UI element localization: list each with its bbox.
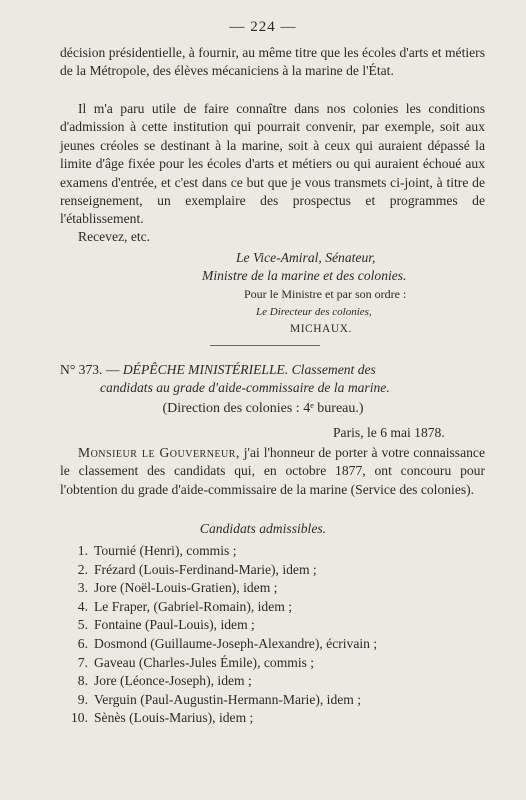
list-item: 4. Le Fraper, (Gabriel-Romain), idem ; bbox=[77, 598, 293, 614]
list-item: 7. Gaveau (Charles-Jules Émile), commis ; bbox=[77, 654, 315, 670]
signature-ministry: Ministre de la marine et des colonies. bbox=[202, 268, 407, 283]
list-item: 10. Sènès (Louis-Marius), idem ; bbox=[71, 710, 254, 726]
list-item: 9. Verguin (Paul-Augustin-Hermann-Marie), idem ; bbox=[77, 691, 362, 707]
closing-formula: Recevez, etc. bbox=[78, 229, 151, 244]
dispatch-title-line1: DÉPÊCHE MINISTÉRIELLE. Classement des bbox=[122, 362, 376, 377]
page-number: — 224 — bbox=[229, 19, 297, 35]
dispatch-number: N° 373. — bbox=[60, 362, 120, 377]
dispatch-body bbox=[60, 444, 485, 499]
candidates-heading: Candidats admissibles. bbox=[199, 521, 327, 536]
list-item: 1. Tournié (Henri), commis ; bbox=[77, 543, 237, 558]
signature-name: MICHAUX. bbox=[290, 323, 352, 335]
list-item: 8. Jore (Léonce-Joseph), idem ; bbox=[77, 673, 252, 689]
list-item: 3. Jore (Noël-Louis-Gratien), idem ; bbox=[77, 580, 278, 596]
continuation-paragraph-2: Il m'a paru utile de faire connaître dans nos colonies les conditions d'admission à cette institution qui pourrait convenir, par exemple, soit aux jeunes créoles se destinant à la marine, soit à ceux qui auraient dépassé la limite d'âge fixée pour les écoles d'arts et métiers ou qui auraient échoué aux examens d'entrée, et c'est dans ce but que je vous transmets ci-joint, à titre de renseignement, un exemplaire des prospectus et programmes de l'établissement. bbox=[60, 101, 485, 227]
dispatch-direction: (Direction des colonies : 4ᵉ bureau.) bbox=[162, 401, 364, 416]
dispatch-salutation: Monsieur le Gouverneur, bbox=[78, 445, 240, 460]
dispatch-body-text: j'ai l'honneur de porter à votre connaissance le classement des candidats qui, en octobre 1877, ont concouru pour l'obtention du grade d'aide-commissaire de la marine (Service des colonies). bbox=[60, 445, 485, 497]
dispatch-place-date: Paris, le 6 mai 1878. bbox=[333, 425, 445, 440]
list-item: 2. Frézard (Louis-Ferdinand-Marie), idem ; bbox=[77, 561, 317, 577]
dispatch-title-line2: candidats au grade d'aide-commissaire de la marine. bbox=[100, 380, 390, 396]
list-item: 6. Dosmond (Guillaume-Joseph-Alexandre), écrivain ; bbox=[77, 635, 378, 651]
continuation-paragraph-1: décision présidentielle, à fournir, au même titre que les écoles d'arts et métiers de la Métropole, des élèves mécaniciens à la marine de l'État. bbox=[60, 45, 485, 79]
signature-title: Le Vice-Amiral, Sénateur, bbox=[236, 250, 376, 265]
candidates-list bbox=[60, 542, 377, 728]
signature-delegation: Pour le Ministre et par son ordre : bbox=[244, 287, 407, 301]
signature-director: Le Directeur des colonies, bbox=[256, 306, 372, 318]
list-item: 5. Fontaine (Paul-Louis), idem ; bbox=[77, 617, 255, 633]
dispatch-title bbox=[60, 361, 485, 398]
section-divider bbox=[210, 345, 320, 346]
